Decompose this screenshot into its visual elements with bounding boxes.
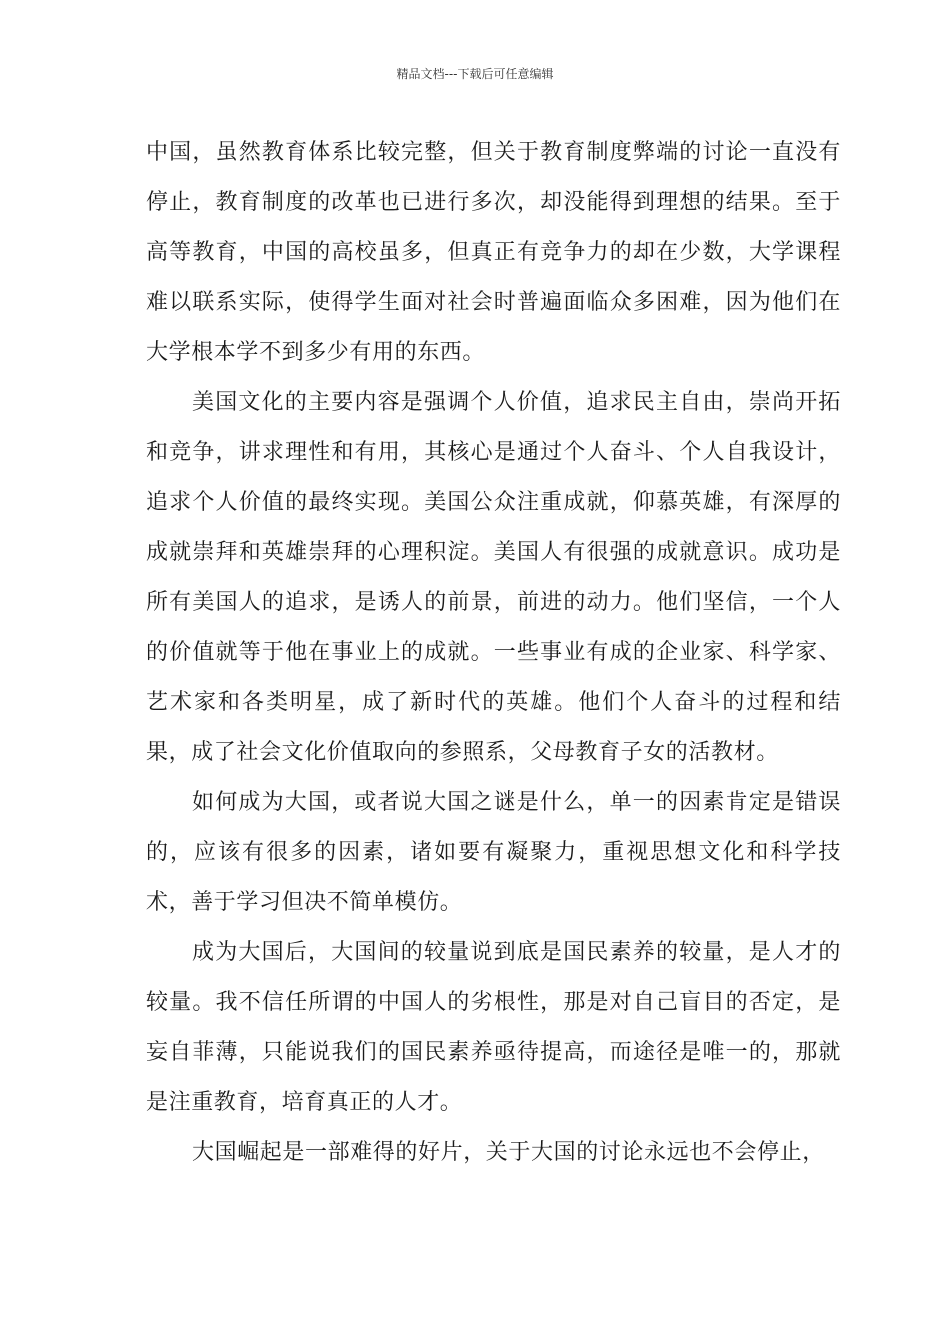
paragraph-5: 大国崛起是一部难得的好片，关于大国的讨论永远也不会停止， xyxy=(192,1140,825,1165)
paragraph-3: 如何成为大国，或者说大国之谜是什么，单一的因素肯定是错误的，应该有很多的因素，诸如要有凝聚力，重视思想文化和科学技术，善于学习但决不简单模仿。 xyxy=(146,790,841,915)
document-body xyxy=(146,128,841,1178)
page-header: 精品文档---下载后可任意编辑 xyxy=(396,67,554,81)
paragraph-2: 美国文化的主要内容是强调个人价值，追求民主自由，崇尚开拓和竞争，讲求理性和有用，其核心是通过个人奋斗、个人自我设计，追求个人价值的最终实现。美国公众注重成就，仰慕英雄，有深厚的成就崇拜和英雄崇拜的心理积淀。美国人有很强的成就意识。成功是所有美国人的追求，是诱人的前景，前进的动力。他们坚信，一个人的价值就等于他在事业上的成就。一些事业有成的企业家、科学家、艺术家和各类明星，成了新时代的英雄。他们个人奋斗的过程和结果，成了社会文化价值取向的参照系，父母教育子女的活教材。 xyxy=(146,390,841,765)
paragraph-1: 中国，虽然教育体系比较完整，但关于教育制度弊端的讨论一直没有停止，教育制度的改革也已进行多次，却没能得到理想的结果。至于高等教育，中国的高校虽多，但真正有竞争力的却在少数，大学课程难以联系实际，使得学生面对社会时普遍面临众多困难，因为他们在大学根本学不到多少有用的东西。 xyxy=(146,140,841,365)
paragraph-4: 成为大国后，大国间的较量说到底是国民素养的较量，是人才的较量。我不信任所谓的中国人的劣根性，那是对自己盲目的否定，是妄自菲薄，只能说我们的国民素养亟待提高，而途径是唯一的，那就是注重教育，培育真正的人才。 xyxy=(146,940,841,1115)
